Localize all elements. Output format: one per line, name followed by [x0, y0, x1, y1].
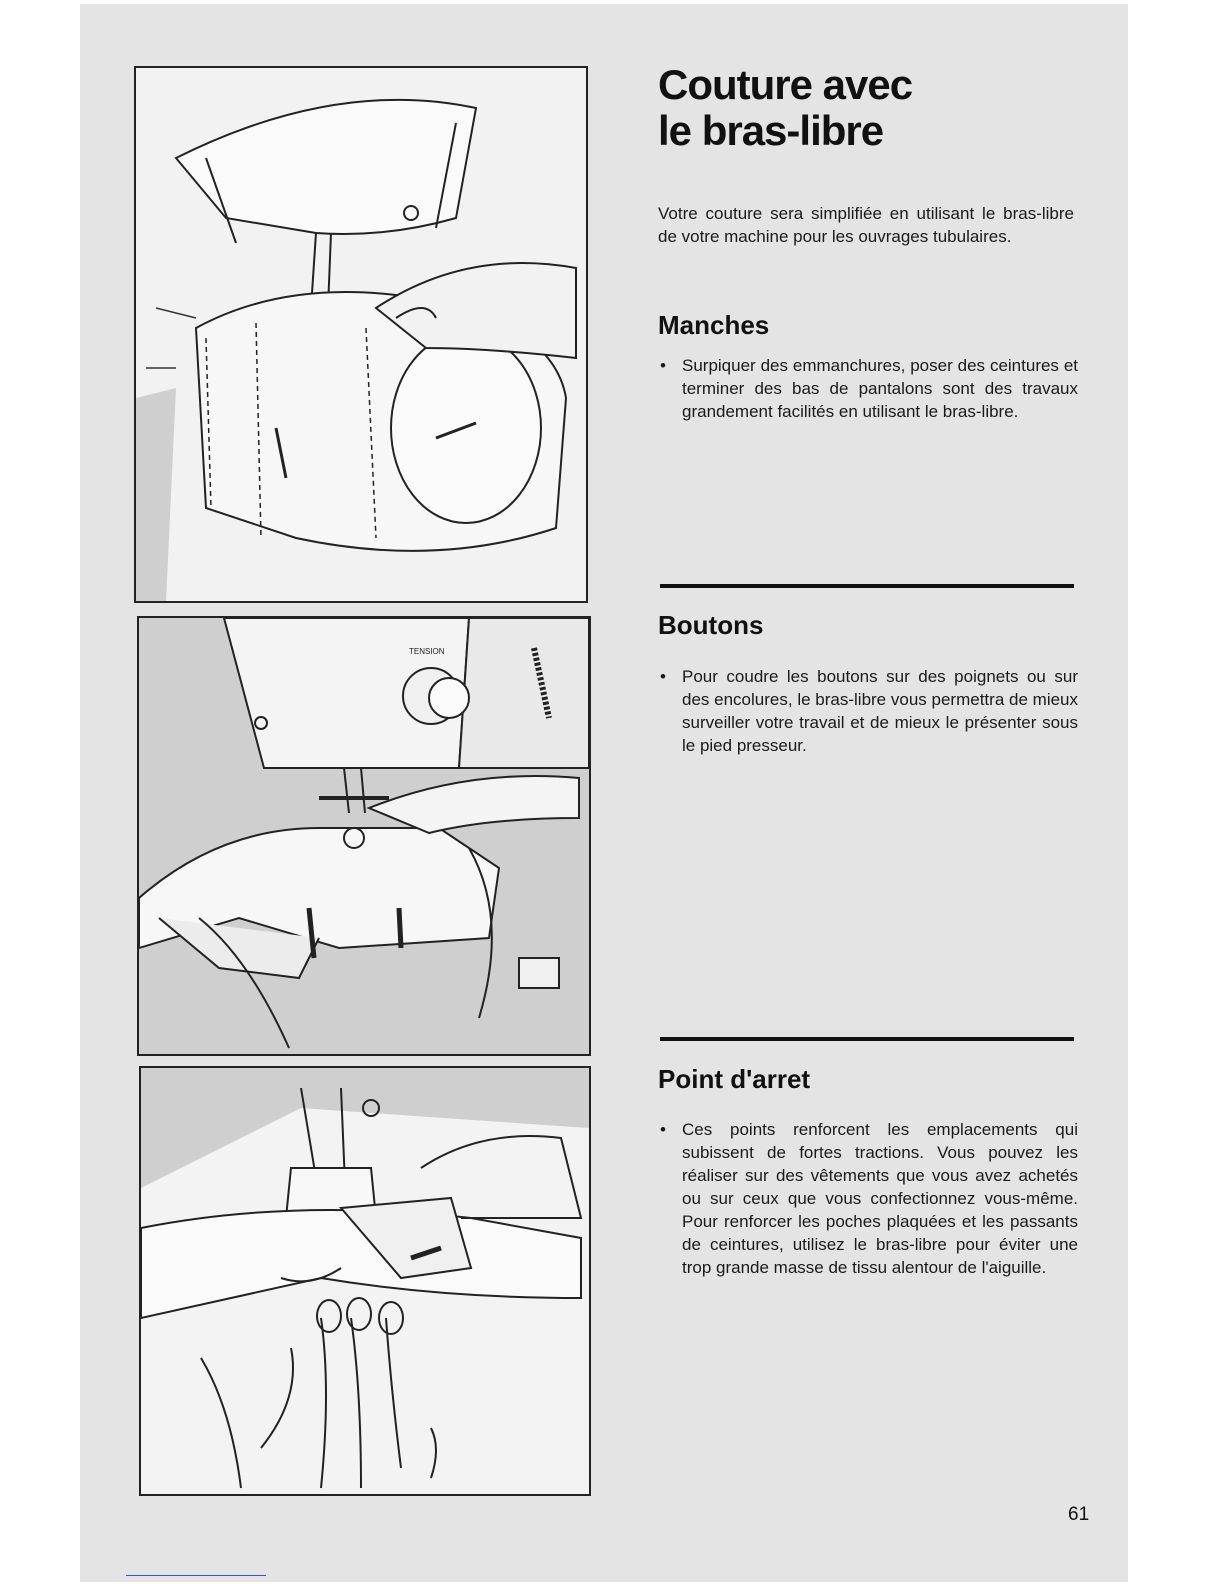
- bullet-text-point-darret: Ces points renforcent les emplacements qui subissent de fortes tractions. Vous pouvez les réaliser sur des vêtements que vous avez achetés ou sur ceux que vous confectionnez vous-même. Pour renforcer les poches plaquées et les passants de ceintures, utilisez le bras-libre pour éviter une trop grande masse de tissu alentour de l'aiguille.: [682, 1120, 1078, 1277]
- button-drawing: [139, 618, 589, 1054]
- bullet-dot: •: [660, 667, 666, 686]
- intro-paragraph: Votre couture sera simplifiée en utilisant le bras-libre de votre machine pour les ouvrages tubulaires.: [658, 204, 1074, 246]
- bullet-text-boutons: Pour coudre les boutons sur des poignets ou sur des encolures, le bras-libre vous permettra de mieux surveiller votre travail et de mieux le présenter sous le pied presseur.: [682, 667, 1078, 755]
- page-title-line1: Couture avec: [658, 61, 913, 108]
- illustration-button-sewing: [137, 616, 591, 1056]
- page-title-line2: le bras-libre: [658, 107, 884, 154]
- section-divider: [660, 1037, 1074, 1041]
- heading-point-darret: Point d'arret: [658, 1064, 811, 1094]
- bullet-point-darret: [658, 1118, 1078, 1279]
- manual-page: [80, 4, 1128, 1582]
- bartack-drawing: [141, 1068, 589, 1494]
- bullet-manches: [658, 354, 1078, 423]
- section-divider: [660, 584, 1074, 588]
- bullet-boutons: [658, 665, 1078, 757]
- page-number: 61: [1068, 1504, 1090, 1525]
- bullet-dot: •: [660, 356, 666, 375]
- bottom-link-line: [126, 1575, 266, 1576]
- sleeve-drawing: [136, 68, 586, 601]
- illustration-bar-tack: [139, 1066, 591, 1496]
- illustration-sleeve-free-arm: [134, 66, 588, 603]
- heading-manches: Manches: [658, 310, 770, 340]
- bullet-text-manches: Surpiquer des emmanchures, poser des ceintures et terminer des bas de pantalons sont des travaux grandement facilités en utilisant le bras-libre.: [682, 356, 1078, 421]
- tension-label: TENSION: [409, 647, 445, 656]
- page-title: [658, 62, 912, 154]
- bullet-dot: •: [660, 1120, 666, 1139]
- heading-boutons: Boutons: [658, 610, 764, 640]
